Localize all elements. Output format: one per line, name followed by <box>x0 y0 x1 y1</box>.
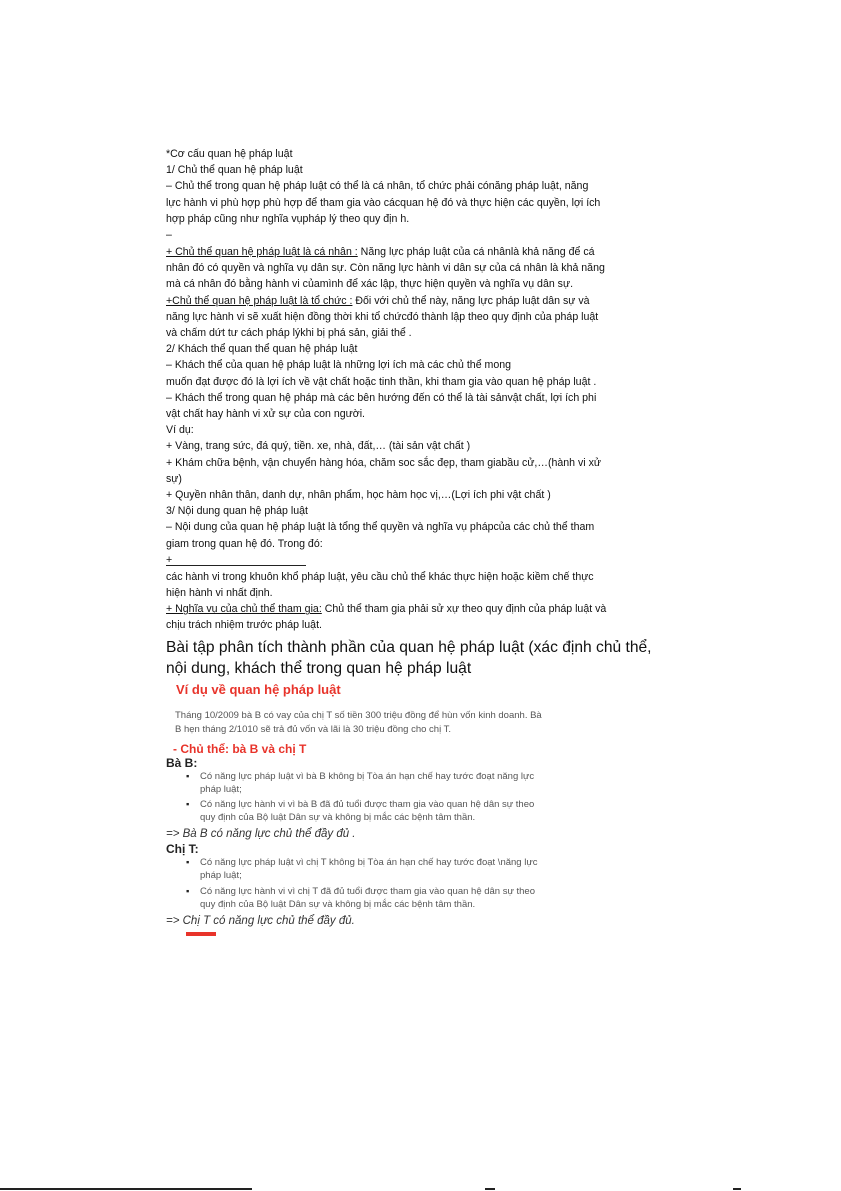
list-item-continuation: quy định của Bộ luật Dân sự và không bị mắc các bệnh tâm thần. <box>200 812 476 823</box>
heading-line: nội dung, khách thể trong quan hệ pháp luật <box>166 660 472 677</box>
text-line: các hành vi trong khuôn khổ pháp luật, yêu cầu chủ thể khác thực hiện hoặc kiềm chế thực <box>166 570 594 583</box>
text-line: + <box>166 552 306 566</box>
text-line: vật chất hay hành vi xử sự của con người. <box>166 408 366 421</box>
text-line: 3/ Nội dung quan hệ pháp luật <box>166 505 308 518</box>
text-line: chịu trách nhiệm trước pháp luật. <box>166 619 322 632</box>
example-scanned-image <box>166 682 656 937</box>
text-line: – Khách thể của quan hệ pháp luật là những lợi ích mà các chủ thể mong <box>166 359 512 372</box>
list-item-continuation: pháp luật; <box>200 870 242 881</box>
underlined-term: + Nghĩa vụ của chủ thể tham gia: <box>166 603 322 616</box>
edge-mark <box>0 1188 252 1190</box>
text-line: – <box>166 229 172 242</box>
list-item: ▪ Có năng lực hành vi vì bà B đã đủ tuổi được tham gia vào quan hệ dân sự theo <box>186 799 535 810</box>
text-line: Ví dụ: <box>166 424 194 437</box>
section-structure-intro <box>166 146 666 243</box>
text-line: mà cá nhân đó bằng hành vi củamình để xác lập, thực hiện quyền và nghĩa vụ dân sự. <box>166 278 574 291</box>
exercise-heading <box>166 637 686 679</box>
text-line: muốn đạt được đó là lợi ích về vật chất hoặc tinh thần, khi tham gia vào quan hệ pháp luật . <box>166 375 597 388</box>
example-paragraph-line: B hẹn tháng 2/1010 sẽ trả đủ vốn và lãi là 30 triệu đồng cho chị T. <box>175 724 452 735</box>
text-line: + Quyền nhân thân, danh dự, nhân phẩm, học hàm học vị,…(Lợi ích phi vật chất ) <box>166 489 551 502</box>
text-line: sự) <box>166 472 182 485</box>
text-line: giam trong quan hệ đó. Trong đó: <box>166 537 323 550</box>
text-line: năng lực hành vi sẽ xuất hiện đồng thời khi tổ chứcđó thành lập theo quy định của pháp luật <box>166 310 599 323</box>
text-line: +Chủ thể quan hệ pháp luật là tổ chức : Đối với chủ thể này, năng lực pháp luật dân sự và <box>166 294 590 307</box>
text-line: 2/ Khách thể quan thể quan hệ pháp luật <box>166 343 358 356</box>
edge-mark <box>485 1188 495 1190</box>
bullet-icon: ▪ <box>186 857 190 868</box>
example-title: Ví dụ về quan hệ pháp luật <box>176 682 341 697</box>
t-conclusion: => Chị T có năng lực chủ thể đầy đủ. <box>166 915 355 927</box>
text-line: và chấm dứt tư cách pháp lýkhi bị phá sản, giải thể . <box>166 327 412 340</box>
text-line: + Chủ thể quan hệ pháp luật là cá nhân : Năng lực pháp luật của cá nhânlà khả năng để cá <box>166 246 595 258</box>
example-paragraph-line: Tháng 10/2009 bà B có vay của chị T số tiền 300 triệu đồng để hùn vốn kinh doanh. Bà <box>175 710 542 721</box>
page-edge-marks <box>0 1188 841 1190</box>
edge-mark <box>733 1188 741 1190</box>
bullet-icon: ▪ <box>186 799 190 810</box>
text-line: + Vàng, trang sức, đá quý, tiền. xe, nhà, đất,… (tài sản vật chất ) <box>166 440 471 453</box>
text-line: + Khám chữa bệnh, vận chuyển hàng hóa, chăm soc sắc đẹp, tham giabầu cử,…(hành vi xử <box>166 456 601 469</box>
text-line: lực hành vi phù hợp phù hợp để tham gia vào cácquan hệ đó và thực hiện các quyền, lợi ích <box>166 196 601 209</box>
bullet-icon: ▪ <box>186 771 190 782</box>
text-line: *Cơ cấu quan hệ pháp luật <box>166 148 293 160</box>
person-t-heading: Chị T: <box>166 842 199 856</box>
cropped-red-text-fragment <box>186 932 216 936</box>
text-line: – Chủ thể trong quan hệ pháp luật có thể là cá nhân, tổ chức phải cónăng pháp luật, năng <box>166 180 589 193</box>
list-item: ▪ Có năng lực hành vi vì chị T đã đủ tuổi được tham gia vào quan hệ dân sự theo <box>186 886 535 897</box>
text-line: – Nội dung của quan hệ pháp luật là tổng thể quyền và nghĩa vụ phápcủa các chủ thể tham <box>166 521 595 534</box>
list-item-continuation: pháp luật; <box>200 784 242 795</box>
text-line: – Khách thể trong quan hệ pháp mà các bên hướng đến có thể là tài sảnvật chất, lợi ích phi <box>166 391 597 404</box>
section-legal-relation-body <box>166 244 666 634</box>
text-line: + Nghĩa vụ của chủ thể tham gia: Chủ thể tham gia phải sử xự theo quy định của pháp luật và <box>166 603 607 616</box>
subjects-heading: - Chủ thể: bà B và chị T <box>173 742 307 756</box>
person-b-heading: Bà B: <box>166 756 198 770</box>
text-line: nhân đó có quyền và nghĩa vụ dân sự. Còn năng lực hành vi dân sự của cá nhân là khả năng <box>166 262 605 275</box>
text-line: hợp pháp cũng như nghĩa vụpháp lý theo quy địn h. <box>166 212 410 225</box>
b-conclusion: => Bà B có năng lực chủ thể đầy đủ . <box>166 828 356 840</box>
list-item-continuation: quy định của Bộ luật Dân sự và không bị mắc các bệnh tâm thần. <box>200 899 476 910</box>
list-item: ▪ Có năng lực pháp luật vì chị T không bị Tòa án hạn chế hay tước đoạt \năng lực <box>186 857 538 868</box>
underlined-term: +Chủ thể quan hệ pháp luật là tổ chức : <box>166 294 353 307</box>
heading-line: Bài tập phân tích thành phần của quan hệ pháp luật (xác định chủ thể, <box>166 639 652 656</box>
text-line: hiện hành vi nhất định. <box>166 587 273 600</box>
bullet-icon: ▪ <box>186 886 190 897</box>
list-item: ▪ Có năng lực pháp luật vì bà B không bị Tòa án hạn chế hay tước đoạt năng lực <box>186 771 535 782</box>
underlined-term: + Chủ thể quan hệ pháp luật là cá nhân : <box>166 246 358 258</box>
text-line: 1/ Chủ thể quan hệ pháp luật <box>166 164 303 177</box>
